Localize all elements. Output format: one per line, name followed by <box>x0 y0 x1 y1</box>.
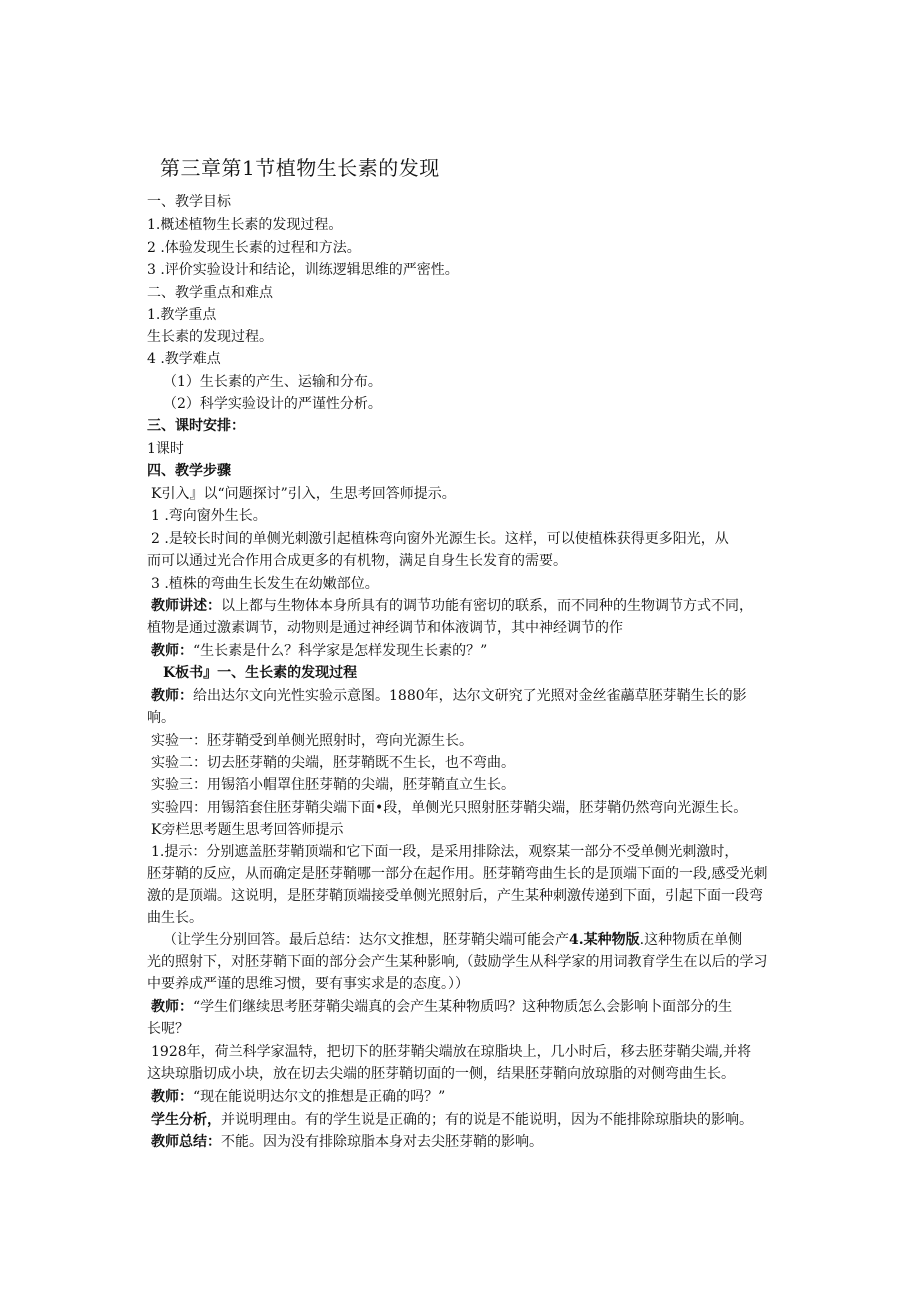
teacher-label: 教师： <box>151 1089 193 1105</box>
experiment-4: 实验四：用锡箔套住胚芽鞘尖端下面•段，单侧光只照射胚芽鞘尖端，胚芽鞘仍然弯向光源生长。 <box>151 800 748 816</box>
teacher-label: 教师： <box>151 999 193 1015</box>
teacher-lecture-label: 教师讲述： <box>151 598 221 614</box>
answer-2-cont: 而可以通过光合作用合成更多的有机物，满足自身生长发育的需要。 <box>147 553 567 569</box>
heading-objectives: 一、教学目标 <box>147 194 231 210</box>
student-analysis <box>151 1110 753 1130</box>
teacher-darwin-text: 给出达尔文向光性实验示意图。1880年，达尔文研究了光照对金丝雀虉草胚芽鞘生长的影 <box>193 688 747 704</box>
key-point-heading: 1.教学重点 <box>147 307 217 323</box>
experiment-1: 实验一：胚芽鞘受到单侧光照射时，弯向光源生长。 <box>151 733 473 749</box>
schedule-text: 1课时 <box>147 441 184 457</box>
key-point-text: 生长素的发现过程。 <box>147 329 273 345</box>
teacher-question-2-text: “学生们继续思考胚芽鞘尖端真的会产生某种物质吗？这种物质怎么会影响卜面部分的生 <box>193 999 733 1015</box>
teacher-question-3-text: “现在能说明达尔文的推想是正确的吗？” <box>193 1089 446 1105</box>
went-experiment-cont: 这块琼脂切成小块，放在切去尖端的胚芽鞘切面的一侧，结果胚芽鞘向放琼脂的对侧弯曲生长。 <box>147 1066 735 1082</box>
difficulty-heading: 4 .教学难点 <box>147 351 221 367</box>
teacher-question-1 <box>151 641 487 661</box>
summary-bold: 4.某种物版 <box>569 932 640 948</box>
teacher-label: 教师： <box>151 643 193 659</box>
teacher-question-2 <box>151 997 732 1017</box>
teacher-lecture-cont: 植物是通过激素调节，动物则是通过神经调节和体液调节，其中神经调节的作 <box>147 620 623 636</box>
objective-1: 1.概述植物生长素的发现过程。 <box>147 217 343 233</box>
hint-1: 1.提示：分别遮盖胚芽鞘顶端和它下面一段，是采用排除法，观察某一部分不受单侧光刺激时， <box>151 844 739 860</box>
teacher-lecture <box>151 596 753 616</box>
went-experiment: 1928年，荷兰科学家温特，把切下的胚芽鞘尖端放在琼脂块上，几小时后，移去胚芽鞘尖端,并将 <box>151 1044 752 1060</box>
student-analysis-text: 并说明理由。有的学生说是正确的；有的说是不能说明，因为不能排除琼脂块的影响。 <box>221 1112 753 1128</box>
heading-key-points: 二、教学重点和难点 <box>147 285 273 301</box>
teacher-summary <box>151 1132 543 1152</box>
difficulty-2: （2）科学实验设计的严谨性分析。 <box>163 396 382 412</box>
answer-1: 1 .弯向窗外生长。 <box>151 508 267 524</box>
teacher-lecture-text: 以上都与生物体本身所具有的调节功能有密切的联系，而不同种的生物调节方式不同， <box>221 598 753 614</box>
document-title: 第三章第1节植物生长素的发现 <box>160 156 440 180</box>
objective-2: 2 .体验发现生长素的过程和方法。 <box>147 240 361 256</box>
hint-1-cont-1: 胚芽鞘的反应，从而确定是胚芽鞘哪一部分在起作用。胚芽鞘弯曲生长的是顶端下面的一段,感受光刺 <box>147 866 768 882</box>
teacher-summary-label: 教师总结： <box>151 1134 221 1150</box>
summary-text-cont: .这种物质在单侧 <box>639 932 743 948</box>
difficulty-1: （1）生长素的产生、运输和分布。 <box>163 374 382 390</box>
summary-line <box>163 930 742 950</box>
intro-line: K引入』以“问题探讨”引入，生思考回答师提示。 <box>151 486 456 502</box>
teacher-darwin <box>151 686 747 706</box>
answer-3: 3 .植株的弯曲生长发生在幼嫩部位。 <box>151 576 379 592</box>
summary-text: （让学生分别回答。最后总结：达尔文推想，胚芽鞘尖端可能会产 <box>163 932 569 948</box>
teacher-summary-text: 不能。因为没有排除琼脂本身对去尖胚芽鞘的影响。 <box>221 1134 543 1150</box>
sidebar-question: K旁栏思考题生思考回答师提示 <box>151 822 344 838</box>
teacher-question-2-cont: 长呢？ <box>147 1021 189 1037</box>
heading-steps: 四、教学步骤 <box>147 463 231 479</box>
teacher-label: 教师： <box>151 688 193 704</box>
experiment-2: 实验二：切去胚芽鞘的尖端，胚芽鞘既不生长，也不弯曲。 <box>151 755 515 771</box>
teacher-darwin-cont: 响。 <box>147 710 175 726</box>
student-analysis-label: 学生分析， <box>151 1112 221 1128</box>
board-heading: K板书』一、生长素的发现过程 <box>163 665 358 681</box>
experiment-3: 实验三：用锡箔小帽罩住胚芽鞘的尖端，胚芽鞘直立生长。 <box>151 777 515 793</box>
heading-schedule: 三、课时安排： <box>147 418 245 434</box>
objective-3: 3 .评价实验设计和结论，训练逻辑思维的严密性。 <box>147 262 459 278</box>
teacher-question-3 <box>151 1087 445 1107</box>
summary-cont-2: 中要养成严谨的思维习惯，要有事实求是的态度。）） <box>147 976 469 992</box>
summary-cont-1: 光的照射下，对胚芽鞘下面的部分会产生某种影响,（鼓励学生从科学家的用词教育学生在以后的学习 <box>147 954 768 970</box>
teacher-question-text: “生长素是什么？科学家是怎样发现生长素的？” <box>193 643 488 659</box>
hint-1-cont-2: 激的是顶端。这说明，是胚芽鞘顶端接受单侧光照射后，产生某种刺激传递到下面，引起下面一段弯 <box>147 888 763 904</box>
hint-1-cont-3: 曲生长。 <box>147 910 203 926</box>
answer-2: 2 .是较长时间的单侧光刺激引起植株弯向窗外光源生长。这样，可以使植株获得更多阳光，从 <box>151 531 729 547</box>
